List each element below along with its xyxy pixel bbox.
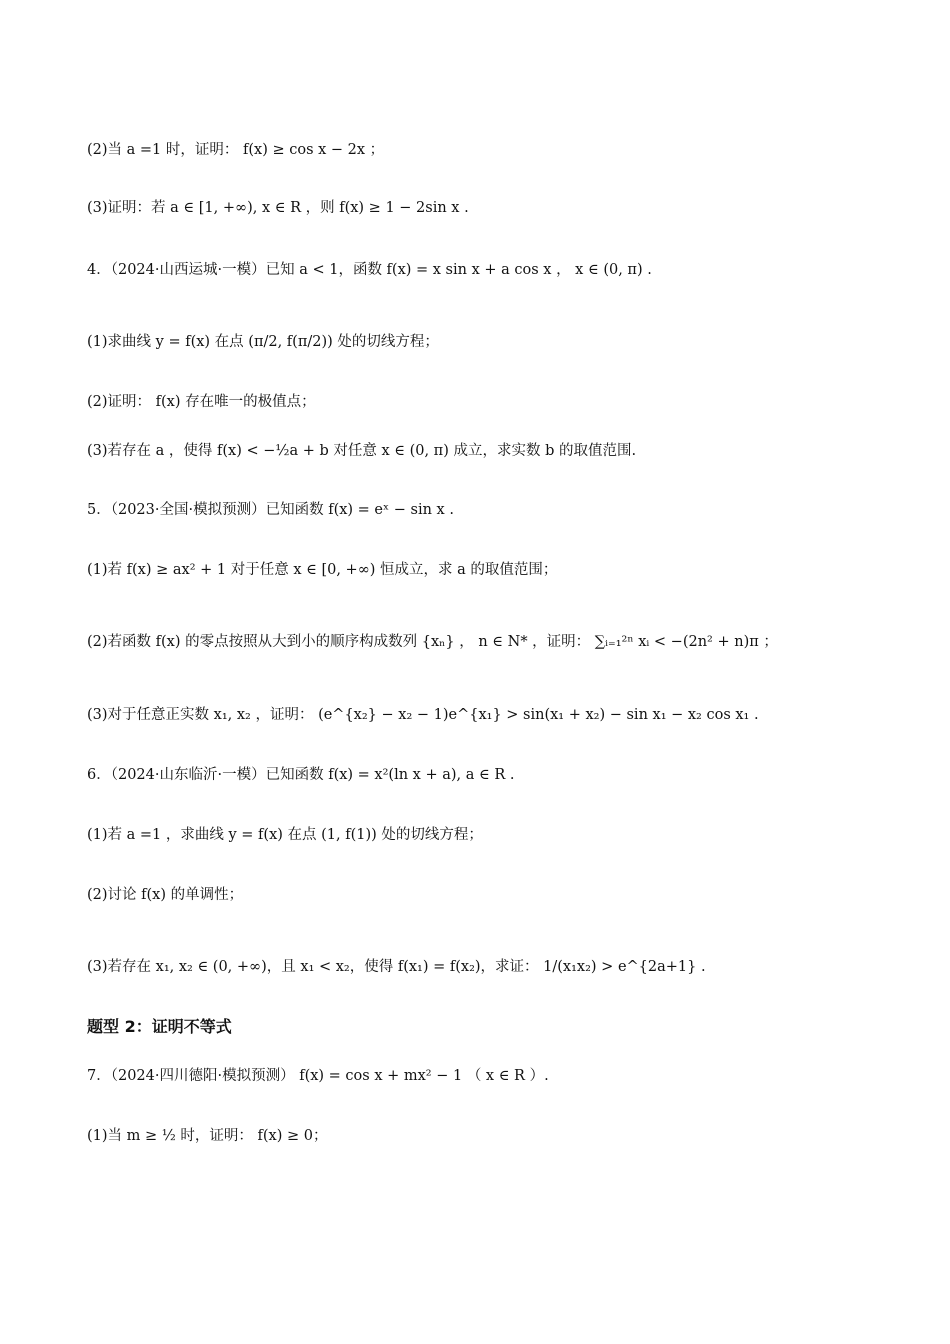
problem-3-part-3: (3)证明：若 a ∈ [1, +∞), x ∈ R ，则 f(x) ≥ 1 − 2sin x . — [87, 200, 469, 216]
problem-6-part-3: (3)若存在 x₁, x₂ ∈ (0, +∞)，且 x₁ < x₂，使得 f(x₁) = f(x₂)，求证： 1/(x₁x₂) > e^{2a+1} . — [87, 959, 706, 975]
problem-6-part-2: (2)讨论 f(x) 的单调性； — [87, 887, 244, 903]
problem-5-part-1: (1)若 f(x) ≥ ax² + 1 对于任意 x ∈ [0, +∞) 恒成立，求 a 的取值范围； — [87, 562, 558, 578]
problem-7-statement: 7．（2024·四川德阳·模拟预测） f(x) = cos x + mx² − 1 （ x ∈ R ）. — [87, 1068, 549, 1084]
problem-5-part-3: (3)对于任意正实数 x₁, x₂ ，证明： (e^{x₂} − x₂ − 1)e^{x₁} > sin(x₁ + x₂) − sin x₁ − x₂ cos x₁ . — [87, 707, 759, 723]
problem-4-part-3: (3)若存在 a ，使得 f(x) < −½a + b 对任意 x ∈ (0, π) 成立，求实数 b 的取值范围. — [87, 443, 637, 459]
problem-5-statement: 5．（2023·全国·模拟预测）已知函数 f(x) = eˣ − sin x . — [87, 502, 454, 518]
problem-4-part-1: (1)求曲线 y = f(x) 在点 (π/2, f(π/2)) 处的切线方程； — [87, 334, 439, 350]
problem-7-part-1: (1)当 m ≥ ½ 时，证明： f(x) ≥ 0； — [87, 1128, 328, 1144]
section-heading: 题型 2：证明不等式 — [87, 1017, 232, 1036]
problem-6-statement: 6．（2024·山东临沂·一模）已知函数 f(x) = x²(ln x + a), a ∈ R . — [87, 767, 515, 783]
problem-3-part-2: (2)当 a =1 时，证明： f(x) ≥ cos x − 2x ； — [87, 142, 385, 158]
problem-5-part-2: (2)若函数 f(x) 的零点按照从大到小的顺序构成数列 {xₙ} ， n ∈ N* ，证明： ∑ᵢ₌₁²ⁿ xᵢ < −(2n² + n)π ； — [87, 634, 778, 650]
problem-4-part-2: (2)证明： f(x) 存在唯一的极值点； — [87, 394, 316, 410]
problem-4-statement: 4．（2024·山西运城·一模）已知 a < 1，函数 f(x) = x sin x + a cos x ， x ∈ (0, π) . — [87, 262, 652, 278]
problem-6-part-1: (1)若 a =1 ，求曲线 y = f(x) 在点 (1, f(1)) 处的切线方程； — [87, 827, 483, 843]
